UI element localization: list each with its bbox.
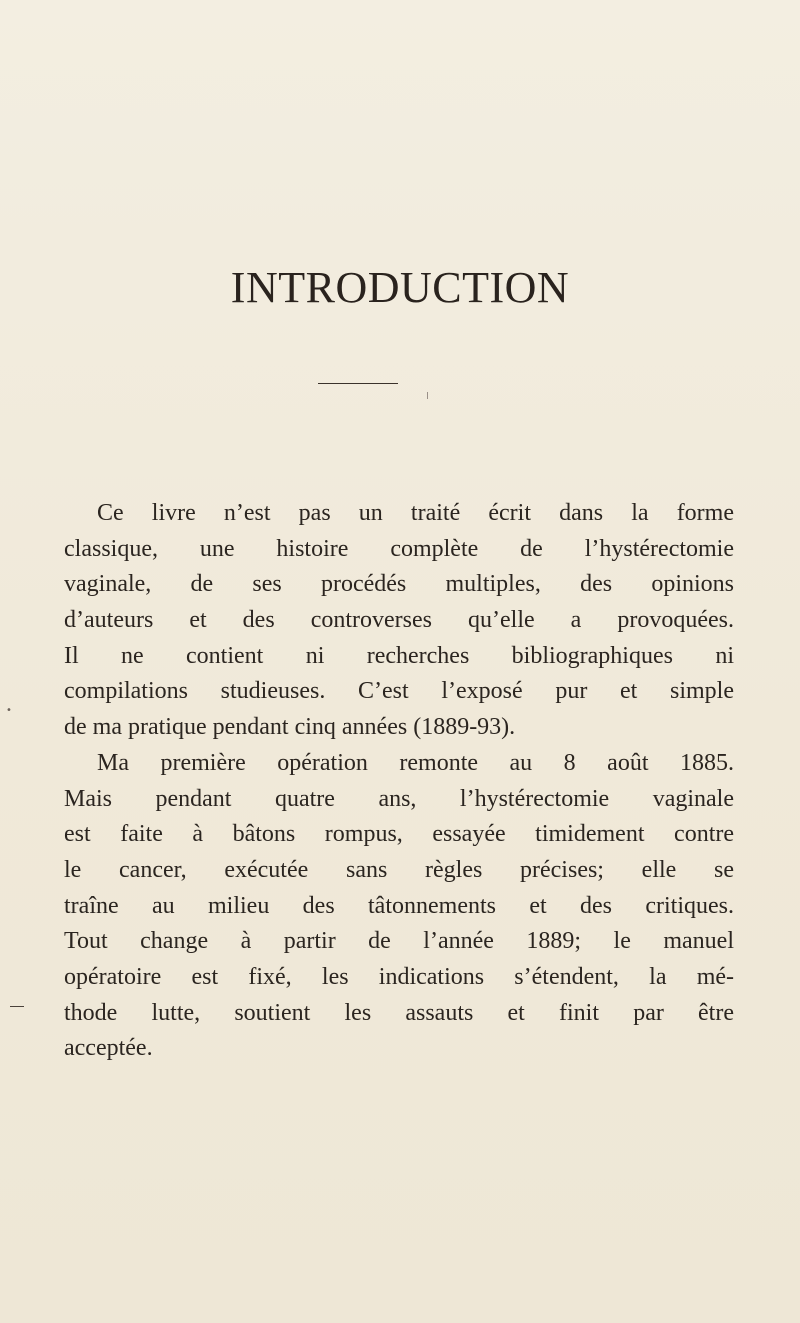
text-line: de ma pratique pendant cinq années (1889-93).: [64, 714, 516, 741]
text-line: le cancer, exécutée sans règles précises; elle se: [64, 856, 734, 883]
chapter-title: INTRODUCTION: [230, 263, 570, 312]
text-line: thode lutte, soutient les assauts et finit par être: [64, 999, 734, 1026]
text-line: est faite à bâtons rompus, essayée timidement contre: [64, 821, 734, 848]
text-line: compilations studieuses. C’est l’exposé pur et simple: [64, 678, 734, 705]
text-line: traîne au milieu des tâtonnements et des critiques.: [64, 892, 734, 919]
margin-dot: •: [6, 705, 12, 716]
margin-dash: [10, 1006, 24, 1007]
text-line: Il ne contient ni recherches bibliographiques ni: [64, 642, 734, 669]
text-line: Tout change à partir de l’année 1889; le manuel: [64, 928, 734, 955]
text-line: Mais pendant quatre ans, l’hystérectomie vaginale: [64, 785, 734, 812]
text-line: opératoire est fixé, les indications s’étendent, la mé-: [64, 963, 734, 990]
title-rule: [318, 383, 398, 384]
text-line: Ma première opération remonte au 8 août 1885.: [97, 749, 734, 776]
body-text: [64, 496, 734, 1067]
text-line: vaginale, de ses procédés multiples, des opinions: [64, 571, 734, 598]
text-line: d’auteurs et des controverses qu’elle a provoquées.: [64, 607, 734, 634]
text-line: acceptée.: [64, 1035, 153, 1062]
text-line: classique, une histoire complète de l’hystérectomie: [64, 535, 734, 562]
text-line: Ce livre n’est pas un traité écrit dans la forme: [97, 500, 734, 526]
print-speck: [427, 392, 428, 399]
